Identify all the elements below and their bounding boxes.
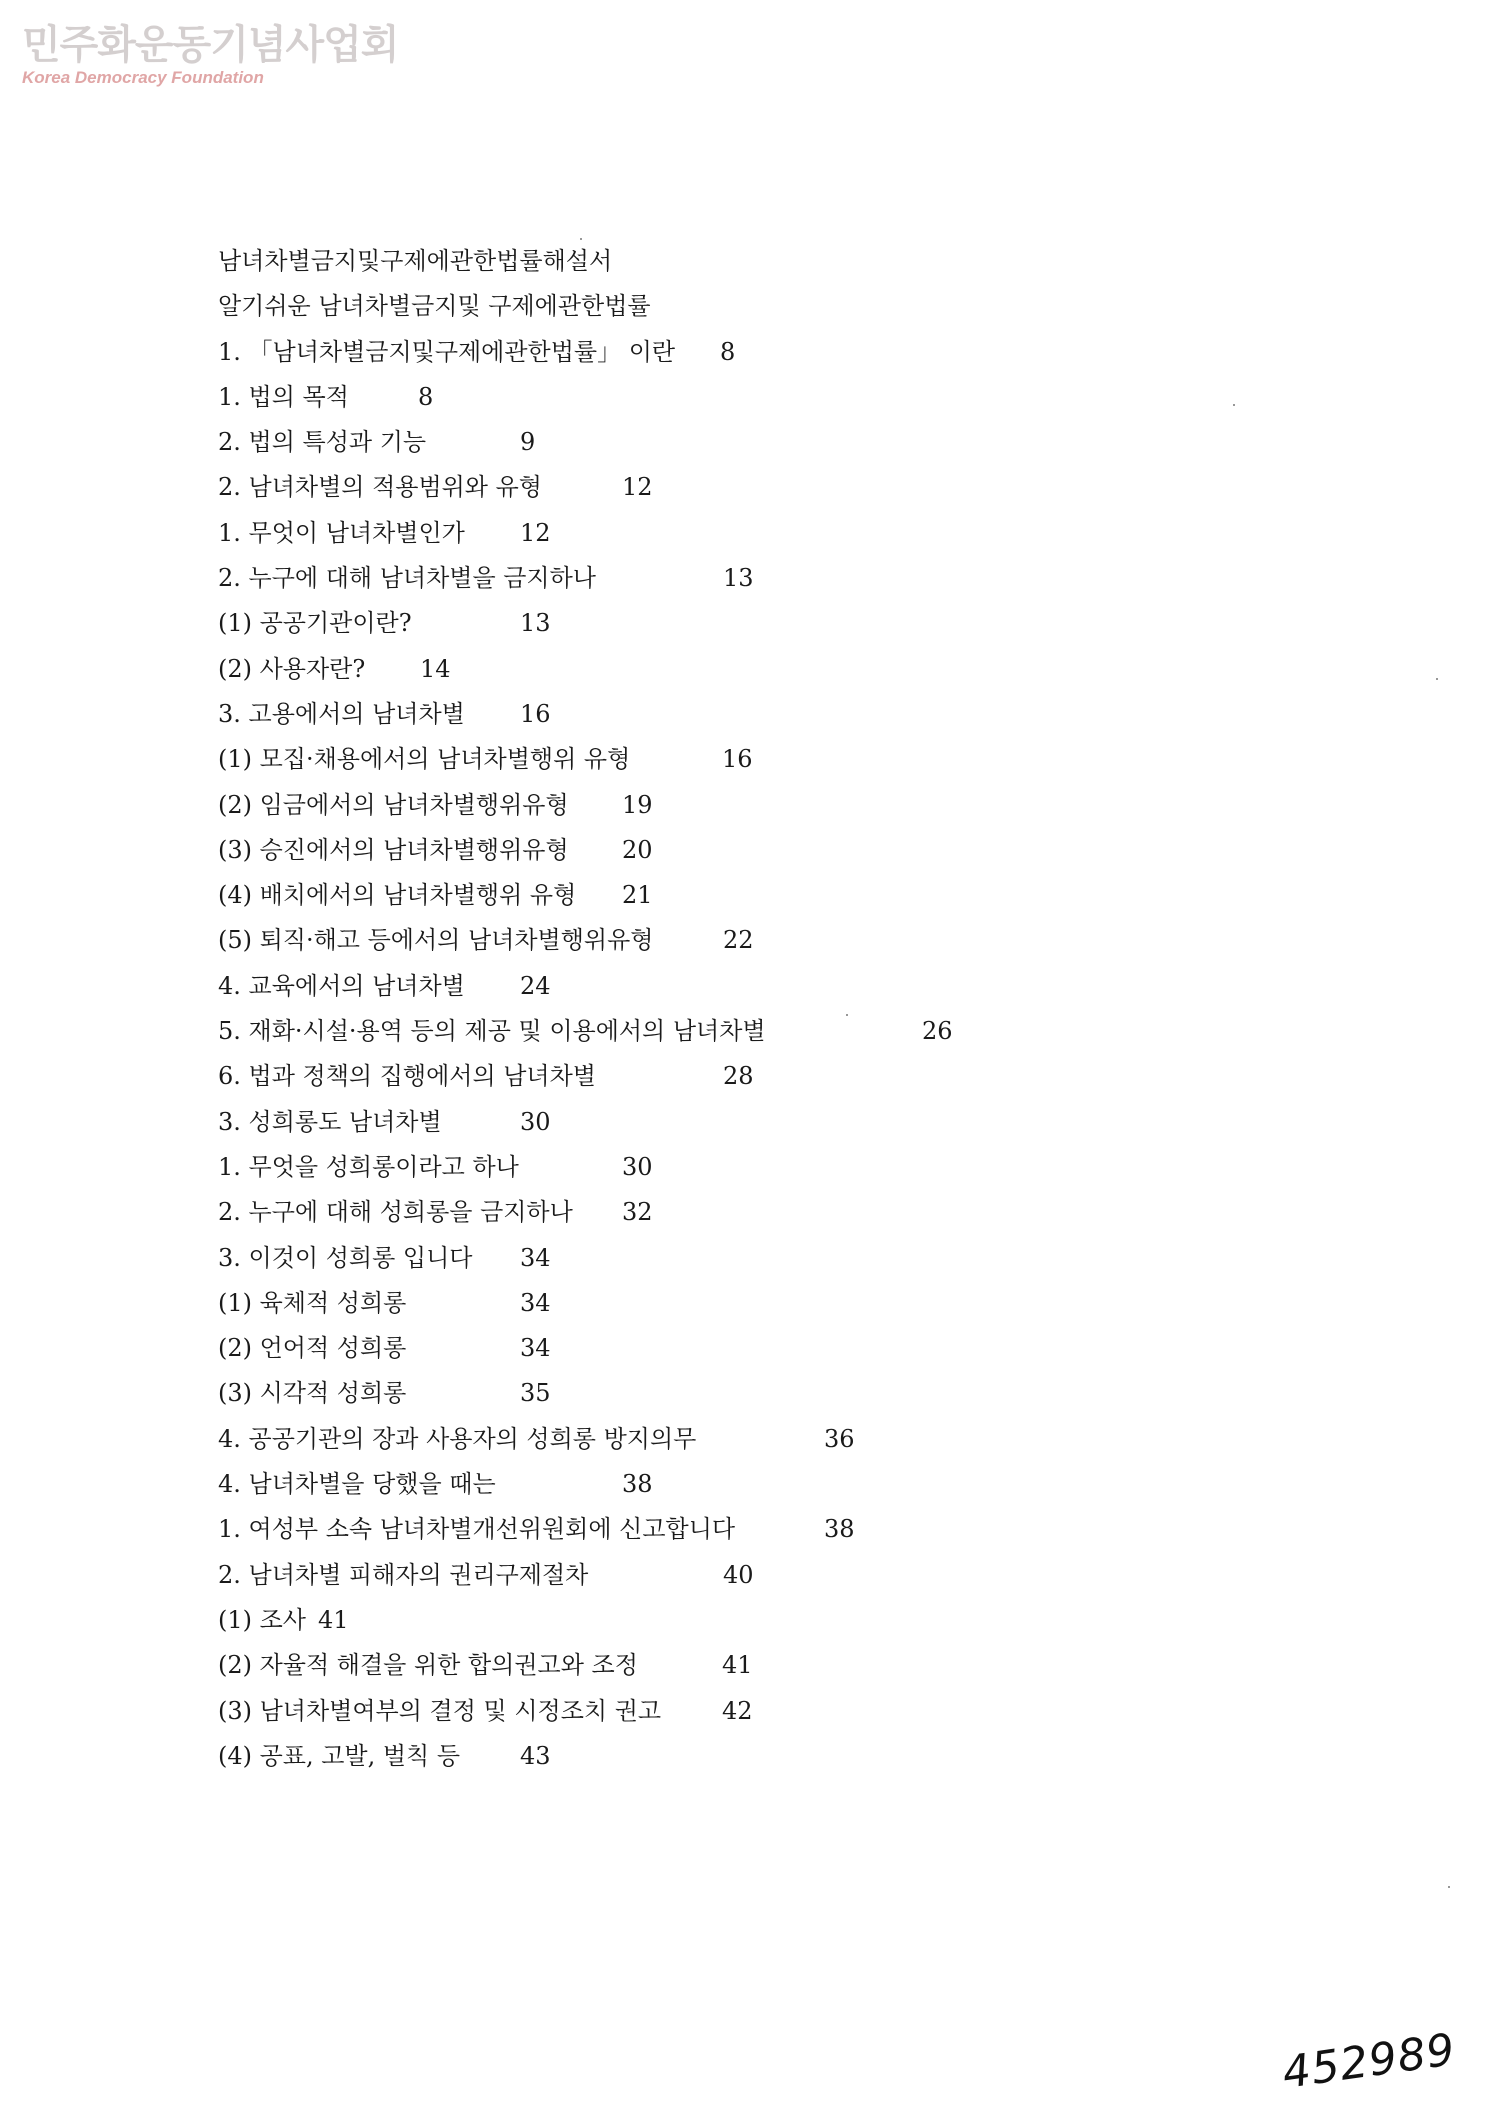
toc-line — [218, 1378, 1368, 1423]
toc-entry-page: 30 — [622, 1152, 653, 1181]
toc-entry-text: (3) 시각적 성희롱 — [218, 1379, 407, 1408]
toc-entry-text: 2. 누구에 대해 남녀차별을 금지하나 — [218, 564, 596, 593]
toc-entry-text: (1) 모집·채용에서의 남녀차별행위 유형 — [218, 745, 631, 774]
toc-entry-text: 2. 남녀차별의 적용범위와 유형 — [218, 473, 542, 502]
toc-line — [218, 971, 1368, 1016]
toc-entry-text: 1. 여성부 소속 남녀차별개선위원회에 신고합니다 — [218, 1515, 736, 1544]
toc-entry-text: (2) 자율적 해결을 위한 합의권고와 조정 — [218, 1651, 638, 1680]
toc-title: 남녀차별금지및구제에관한법률해설서 — [218, 247, 613, 275]
toc-entry-page: 21 — [622, 881, 653, 910]
toc-line — [218, 382, 1368, 427]
toc-entry-text: 1. 법의 목적 — [218, 382, 349, 411]
toc-entry-page: 8 — [418, 382, 434, 411]
toc-entry-page: 8 — [720, 337, 736, 366]
toc-entry-text: (3) 승진에서의 남녀차별행위유형 — [218, 835, 569, 864]
toc-entry-page: 42 — [722, 1696, 753, 1725]
toc-line — [218, 472, 1368, 517]
toc-line — [218, 337, 1368, 382]
watermark-english: Korea Democracy Foundation — [22, 68, 264, 87]
toc-entry-text: (2) 언어적 성희롱 — [218, 1334, 407, 1363]
toc-entry-page: 34 — [520, 1334, 551, 1363]
toc-line — [218, 925, 1368, 970]
scan-speck — [1233, 404, 1235, 406]
toc-line — [218, 1016, 1368, 1061]
toc-entry-text: (2) 임금에서의 남녀차별행위유형 — [218, 790, 569, 819]
scan-speck — [1448, 1886, 1450, 1888]
toc-entry-text: (1) 육체적 성희롱 — [218, 1288, 407, 1317]
toc-line — [218, 744, 1368, 789]
toc-entry-text: 2. 누구에 대해 성희롱을 금지하나 — [218, 1198, 573, 1227]
toc-line — [218, 835, 1368, 880]
toc-line — [218, 563, 1368, 608]
toc-entry-text: 1. 무엇이 남녀차별인가 — [218, 518, 465, 547]
scan-speck — [1436, 678, 1438, 680]
toc-entry-text: (2) 사용자란? — [218, 654, 366, 683]
toc-line — [218, 518, 1368, 563]
scan-speck — [580, 238, 582, 240]
toc-line — [218, 1560, 1368, 1605]
toc-line — [218, 1650, 1368, 1695]
toc-entry-page: 34 — [520, 1243, 551, 1272]
toc-entry-page: 13 — [723, 564, 754, 593]
toc-entry-page: 40 — [723, 1560, 754, 1589]
toc-entry-text: 1. 「남녀차별금지및구제에관한법률」 이란 — [218, 337, 676, 366]
toc-line — [218, 1061, 1368, 1106]
foundation-watermark — [22, 22, 398, 88]
toc-entry-text: 3. 성희롱도 남녀차별 — [218, 1107, 442, 1136]
toc-line — [218, 654, 1368, 699]
toc-entry-text: 4. 교육에서의 남녀차별 — [218, 971, 465, 1000]
toc-entry-page: 12 — [622, 473, 653, 502]
toc-entry-text: (1) 조사 — [218, 1605, 306, 1634]
toc-line — [218, 790, 1368, 835]
toc-entry-text: 1. 무엇을 성희롱이라고 하나 — [218, 1152, 519, 1181]
toc-line — [218, 1696, 1368, 1741]
toc-entry-text: 3. 고용에서의 남녀차별 — [218, 699, 465, 728]
toc-line — [218, 699, 1368, 744]
toc-entry-text: (1) 공공기관이란? — [218, 609, 412, 638]
toc-line — [218, 1288, 1368, 1333]
toc-entry-page: 43 — [520, 1741, 551, 1770]
toc-line — [218, 1152, 1368, 1197]
toc-entry-text: 4. 공공기관의 장과 사용자의 성희롱 방지의무 — [218, 1424, 697, 1453]
toc-entry-text: 3. 이것이 성희롱 입니다 — [218, 1243, 473, 1272]
toc-entry-page: 28 — [723, 1062, 754, 1091]
handwritten-archive-number: 452989 — [1279, 2024, 1459, 2099]
toc-line — [218, 1333, 1368, 1378]
toc-entry-page: 19 — [622, 790, 653, 819]
toc-entry-page: 26 — [922, 1017, 953, 1046]
toc-line — [218, 246, 1368, 291]
toc-line — [218, 427, 1368, 472]
toc-entry-page: 16 — [722, 745, 753, 774]
toc-entry-page: 20 — [622, 835, 653, 864]
toc-line — [218, 1424, 1368, 1469]
toc-line — [218, 1197, 1368, 1242]
toc-line — [218, 1107, 1368, 1152]
toc-entry-page: 9 — [520, 428, 536, 457]
toc-line — [218, 1469, 1368, 1514]
toc-entry-page: 32 — [622, 1198, 653, 1227]
toc-entry-text: 5. 재화·시설·용역 등의 제공 및 이용에서의 남녀차별 — [218, 1017, 766, 1046]
toc-line — [218, 1741, 1368, 1786]
toc-entry-page: 22 — [723, 926, 754, 955]
toc-entry-text: (5) 퇴직·해고 등에서의 남녀차별행위유형 — [218, 926, 654, 955]
toc-entry-page: 13 — [520, 609, 551, 638]
toc-line — [218, 1514, 1368, 1559]
toc-entry-page: 36 — [824, 1424, 855, 1453]
toc-entry-text: 4. 남녀차별을 당했을 때는 — [218, 1470, 496, 1499]
toc-entry-page: 41 — [722, 1651, 753, 1680]
toc-entry-page: 38 — [824, 1515, 855, 1544]
scan-speck — [846, 1014, 848, 1016]
toc-entry-text: 2. 법의 특성과 기능 — [218, 428, 427, 457]
toc-line — [218, 291, 1368, 336]
toc-line — [218, 880, 1368, 925]
watermark-korean: 민주화운동기념사업회 — [22, 22, 399, 68]
toc-entry-page: 35 — [520, 1379, 551, 1408]
toc-entry-text: (4) 공표, 고발, 벌칙 등 — [218, 1741, 461, 1770]
toc-entry-text: 2. 남녀차별 피해자의 권리구제절차 — [218, 1560, 589, 1589]
toc-entry-page: 16 — [520, 699, 551, 728]
toc-line — [218, 1605, 1368, 1650]
toc-entry-page: 12 — [520, 518, 551, 547]
toc-entry-page: 30 — [520, 1107, 551, 1136]
toc-line — [218, 608, 1368, 653]
toc-entry-page: 41 — [318, 1605, 349, 1634]
toc-entry-page: 24 — [520, 971, 551, 1000]
toc-entry-text: 6. 법과 정책의 집행에서의 남녀차별 — [218, 1062, 596, 1091]
toc-entry-page: 14 — [420, 654, 451, 683]
toc-line — [218, 1243, 1368, 1288]
toc-entry-text: (4) 배치에서의 남녀차별행위 유형 — [218, 881, 577, 910]
toc-entry-page: 34 — [520, 1288, 551, 1317]
toc-entry-text: (3) 남녀차별여부의 결정 및 시정조치 권고 — [218, 1696, 662, 1725]
toc-subtitle: 알기쉬운 남녀차별금지및 구제에관한법률 — [218, 292, 651, 321]
table-of-contents — [218, 246, 1368, 1786]
toc-entry-page: 38 — [622, 1470, 653, 1499]
